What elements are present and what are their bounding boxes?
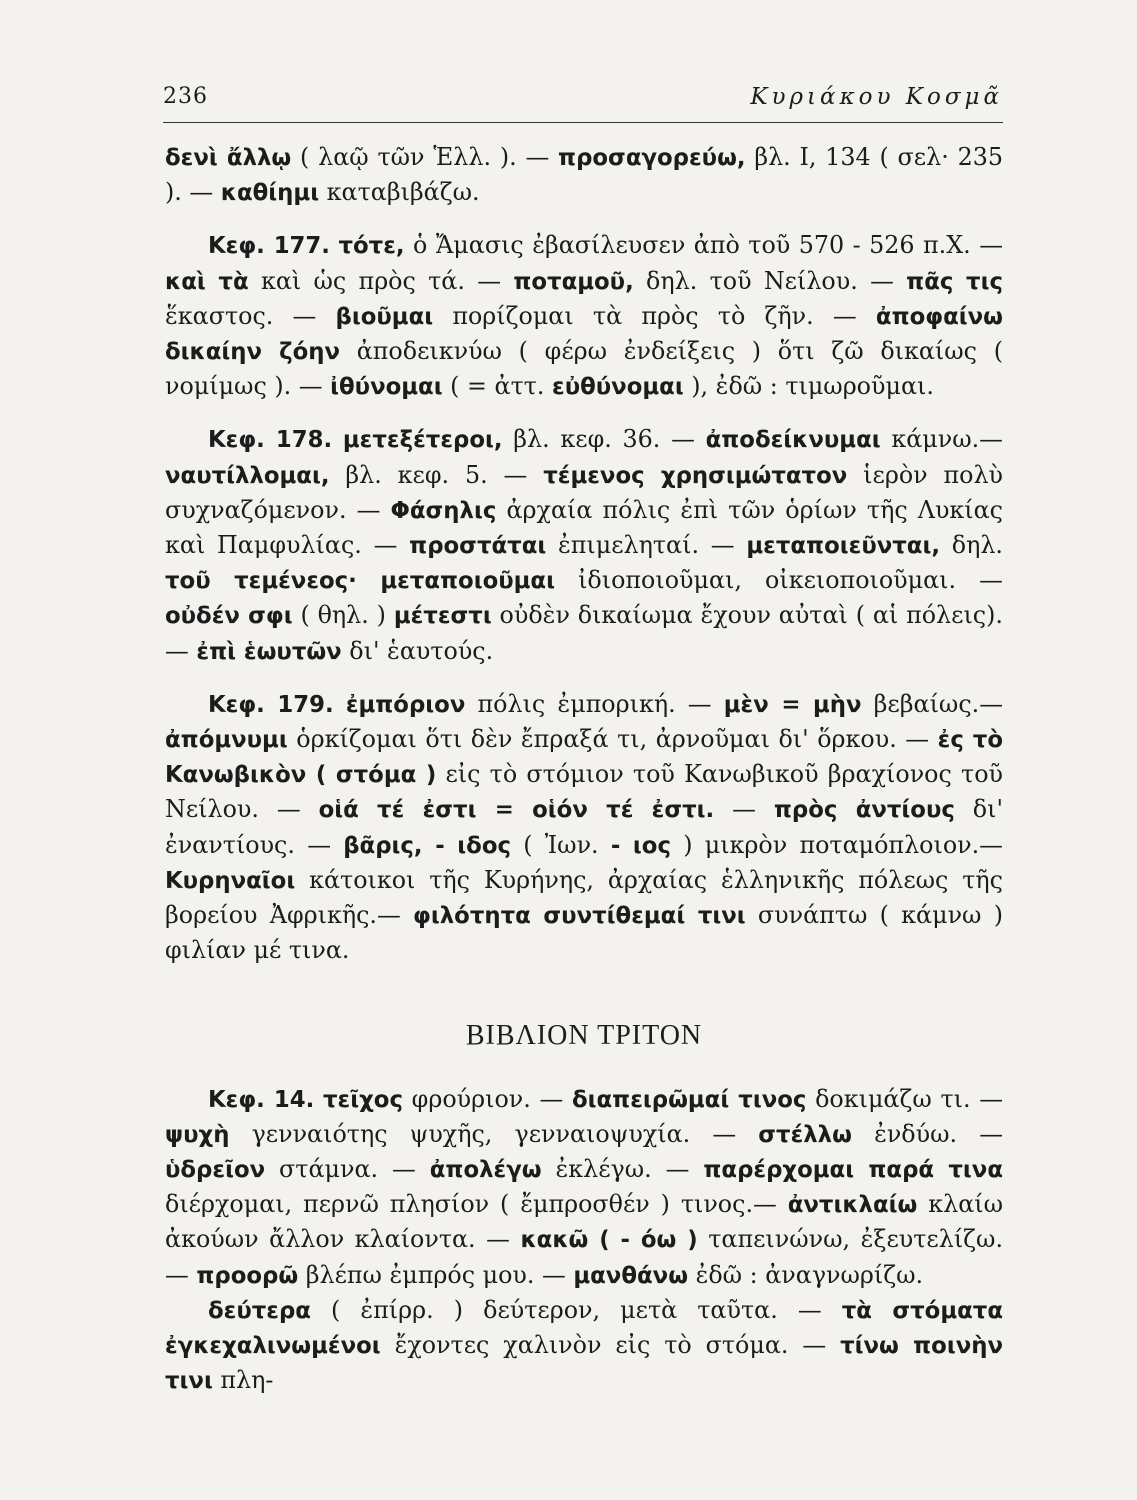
headword: ἰθύνομαι (330, 374, 443, 401)
gloss-text: δι' ἑαυτούς. (341, 636, 494, 665)
headword: ποταμοῦ, (513, 268, 634, 295)
gloss-text: στάμνα. — (265, 1155, 430, 1184)
headword: τίνω ποινὴν τινι (165, 1333, 1004, 1395)
gloss-text: ἔχοντες χαλινὸν εἰς τὸ στόμα. — (380, 1331, 841, 1360)
chapter-label: Κεφ. 179. (208, 691, 334, 718)
gloss-text: δηλ. τοῦ Νείλου. — (633, 266, 907, 295)
gloss-text: βλ. Ι, 134 ( σελ· 235 ). — (165, 143, 1003, 207)
gloss-text (334, 690, 346, 718)
headword: μανθάνω (573, 1262, 689, 1289)
headword: ἀπόμνυμι (165, 727, 288, 754)
headword: ἐμπόριον (345, 691, 466, 718)
headword: μέτεστι (393, 603, 492, 630)
gloss-text: κάτοικοι τῆς Κυρήνης, ἀρχαίας ἑλληνικῆς πόλεως τῆς βορείου Ἀφρικῆς.— (165, 865, 1003, 930)
headword: ἀπολέγω (429, 1157, 542, 1184)
page-header (163, 82, 1003, 123)
headword: εὐθύνομαι (552, 374, 684, 401)
headword: προορῶ (196, 1262, 299, 1289)
headword: τοῦ τεμένεος· μεταποιοῦμαι (165, 568, 555, 595)
gloss-text: ἐδῶ : ἀναγνωρίζω. (688, 1260, 924, 1289)
gloss-text: ( ἐπίρρ. ) δεύτερον, μετὰ ταῦτα. — (310, 1295, 842, 1324)
gloss-text: διέρχομαι, περνῶ πλησίον ( ἔμπροσθέν ) τινος.— (165, 1190, 788, 1219)
gloss-text: ( Ἰων. (511, 830, 611, 859)
headword: δεύτερα (208, 1297, 311, 1324)
headword: πρὸς ἀντίους (773, 797, 955, 824)
headword: ἀντικλαίω (787, 1192, 918, 1219)
gloss-text: οὐδὲν δικαίωμα ἔχουν αὐταὶ ( αἱ πόλεις). — (165, 601, 1003, 665)
book-title: ΒΙΒΛΙΟΝ ΤΡΙΤΟΝ (465, 1020, 703, 1052)
gloss-text: ἀποδεικνύω ( φέρω ἐνδείξεις ) ὅτι ζῶ δικαίως ( νομίμως ). — (165, 337, 1003, 401)
headword: μεταποιεῦνται, (746, 533, 940, 560)
headword: ἀποφαίνω δικαίην ζόην (165, 303, 1003, 366)
commentary-before-title (165, 140, 1003, 967)
gloss-text: ἱερὸν πολὺ συχναζόμενον. — (165, 460, 1003, 524)
gloss-text: ἕκαστος. — (165, 301, 336, 330)
chapter-label: Κεφ. 178. (208, 427, 333, 454)
gloss-text: ἰδιοποιοῦμαι, οἰκειοποιοῦμαι. — (554, 566, 1003, 595)
paragraph-kef-177 (165, 228, 1003, 404)
headword: οἱά τέ ἐστι = οἱόν τέ ἐστι. (318, 797, 715, 824)
headword: προστάται (409, 533, 547, 560)
gloss-text: καταβιβάζω. (319, 178, 480, 207)
headword: τὰ στόματα ἐγκεχαλινωμένοι (165, 1297, 1003, 1360)
headword: διαπειρῶμαί τινος (571, 1086, 807, 1113)
paragraph-intro (165, 140, 1003, 210)
gloss-text: συνάπτω ( κάμνω ) φιλίαν μέ τινα. (165, 901, 1003, 965)
gloss-text: βλ. κεφ. 5. — (329, 460, 544, 489)
gloss-text: ( = ἀττ. (442, 372, 553, 401)
headword: - ιος (610, 832, 671, 859)
gloss-text: πόλις ἐμπορική. — (465, 689, 724, 718)
paragraph-kef-14 (165, 1082, 1003, 1293)
headword: τότε, (338, 233, 405, 260)
gloss-text: ( λαῷ τῶν Ἑλλ. ). — (291, 143, 559, 171)
gloss-text: — (714, 795, 774, 824)
headword: ψυχὴ (165, 1121, 230, 1148)
gloss-text: ὁ Ἄμασις ἐβασίλευσεν ἀπὸ τοῦ 570 - 526 π.Χ. — (404, 231, 1003, 260)
gloss-text: ὁρκίζομαι ὅτι δὲν ἔπραξά τι, ἀρνοῦμαι δι' ὅρκου. — (287, 725, 938, 754)
headword: βιοῦμαι (335, 303, 434, 330)
chapter-label: Κεφ. 14. (208, 1086, 315, 1113)
gloss-text: δηλ. (940, 531, 1004, 560)
chapter-label: Κεφ. 177. (208, 233, 330, 260)
headword: ἀποδείκνυμαι (705, 427, 881, 454)
gloss-text: εἰς τὸ στόμιον τοῦ Κανωβικοῦ βραχίονος τοῦ Νείλου. — (165, 760, 1003, 824)
headword: προσαγορεύω, (558, 145, 746, 171)
gloss-text (314, 1085, 323, 1113)
gloss-text (332, 425, 343, 453)
headword: παρέρχομαι παρά τινα (703, 1157, 1003, 1184)
headword: Κυρηναῖοι (165, 867, 296, 894)
paragraph-kef-179 (165, 687, 1003, 968)
paragraph-deutera (165, 1293, 1003, 1399)
gloss-text: ( θηλ. ) (292, 601, 394, 630)
paragraph-kef-178 (165, 422, 1003, 668)
gloss-text: γενναιότης ψυχῆς, γενναιοψυχία. — (229, 1119, 759, 1148)
headword: πᾶς τις (906, 268, 1003, 295)
headword: Φάσηλις (390, 497, 497, 524)
body-text (165, 140, 1003, 1399)
headword: τεῖχος (322, 1086, 403, 1113)
headword: τέμενος χρησιμώτατον (543, 462, 848, 489)
gloss-text: ἐκλέγω. — (541, 1155, 704, 1184)
gloss-text: ) μικρὸν ποταμόπλοιον.— (670, 830, 1003, 859)
running-head: Κυριάκου Κοσμᾶ (750, 84, 1003, 110)
headword: καθίημι (220, 180, 320, 207)
gloss-text: ), ἐδῶ : τιμωροῦμαι. (683, 372, 934, 401)
headword: ὑδρεῖον (165, 1157, 266, 1184)
page-number: 236 (163, 84, 208, 109)
headword: μὲν = μὴν (723, 691, 862, 718)
headword: καὶ τὰ (165, 268, 249, 295)
headword: μετεξέτεροι, (342, 427, 503, 454)
gloss-text: ἐπιμεληταί. — (546, 531, 747, 560)
headword: ἐπὶ ἑωυτῶν (196, 638, 342, 665)
gloss-text: ἀρχαία πόλις ἐπὶ τῶν ὁρίων τῆς Λυκίας καὶ Παμφυλίας. — (165, 495, 1004, 560)
gloss-text: πορίζομαι τὰ πρὸς τὸ ζῆν. — (433, 301, 876, 330)
commentary-after-title (165, 1082, 1003, 1399)
gloss-text: ἐνδύω. — (851, 1119, 1003, 1148)
gloss-text: δοκιμάζω τι. — (806, 1084, 1003, 1113)
headword: οὐδέν σφι (165, 603, 293, 630)
headword: στέλλω (758, 1121, 852, 1148)
headword: κακῶ ( - όω ) (520, 1227, 698, 1254)
gloss-text: βεβαίως.— (861, 689, 1004, 718)
headword: φιλότητα συντίθεμαί τινι (413, 903, 746, 930)
headword: δενὶ ἄλλῳ (165, 145, 292, 171)
headword: ναυτίλλομαι, (165, 462, 330, 489)
gloss-text: πλη- (212, 1366, 274, 1395)
gloss-text: δι' ἐναντίους. — (165, 795, 1004, 859)
headword: ἐς τὸ Κανωβικὸν ( στόμα ) (165, 727, 1003, 789)
gloss-text: κλαίω ἀκούων ἄλλον κλαίοντα. — (165, 1190, 1004, 1254)
gloss-text: ταπεινώνω, ἐξευτελίζω. — (165, 1225, 1004, 1289)
gloss-text: καὶ ὡς πρὸς τά. — (248, 266, 514, 295)
headword: βᾶρις, - ιδος (343, 832, 511, 859)
gloss-text: κάμνω.— (880, 425, 1003, 454)
gloss-text: φρούριον. — (403, 1084, 572, 1113)
gloss-text: βλ. κεφ. 36. — (502, 425, 706, 454)
gloss-text: βλέπω ἐμπρός μου. — (298, 1260, 574, 1289)
